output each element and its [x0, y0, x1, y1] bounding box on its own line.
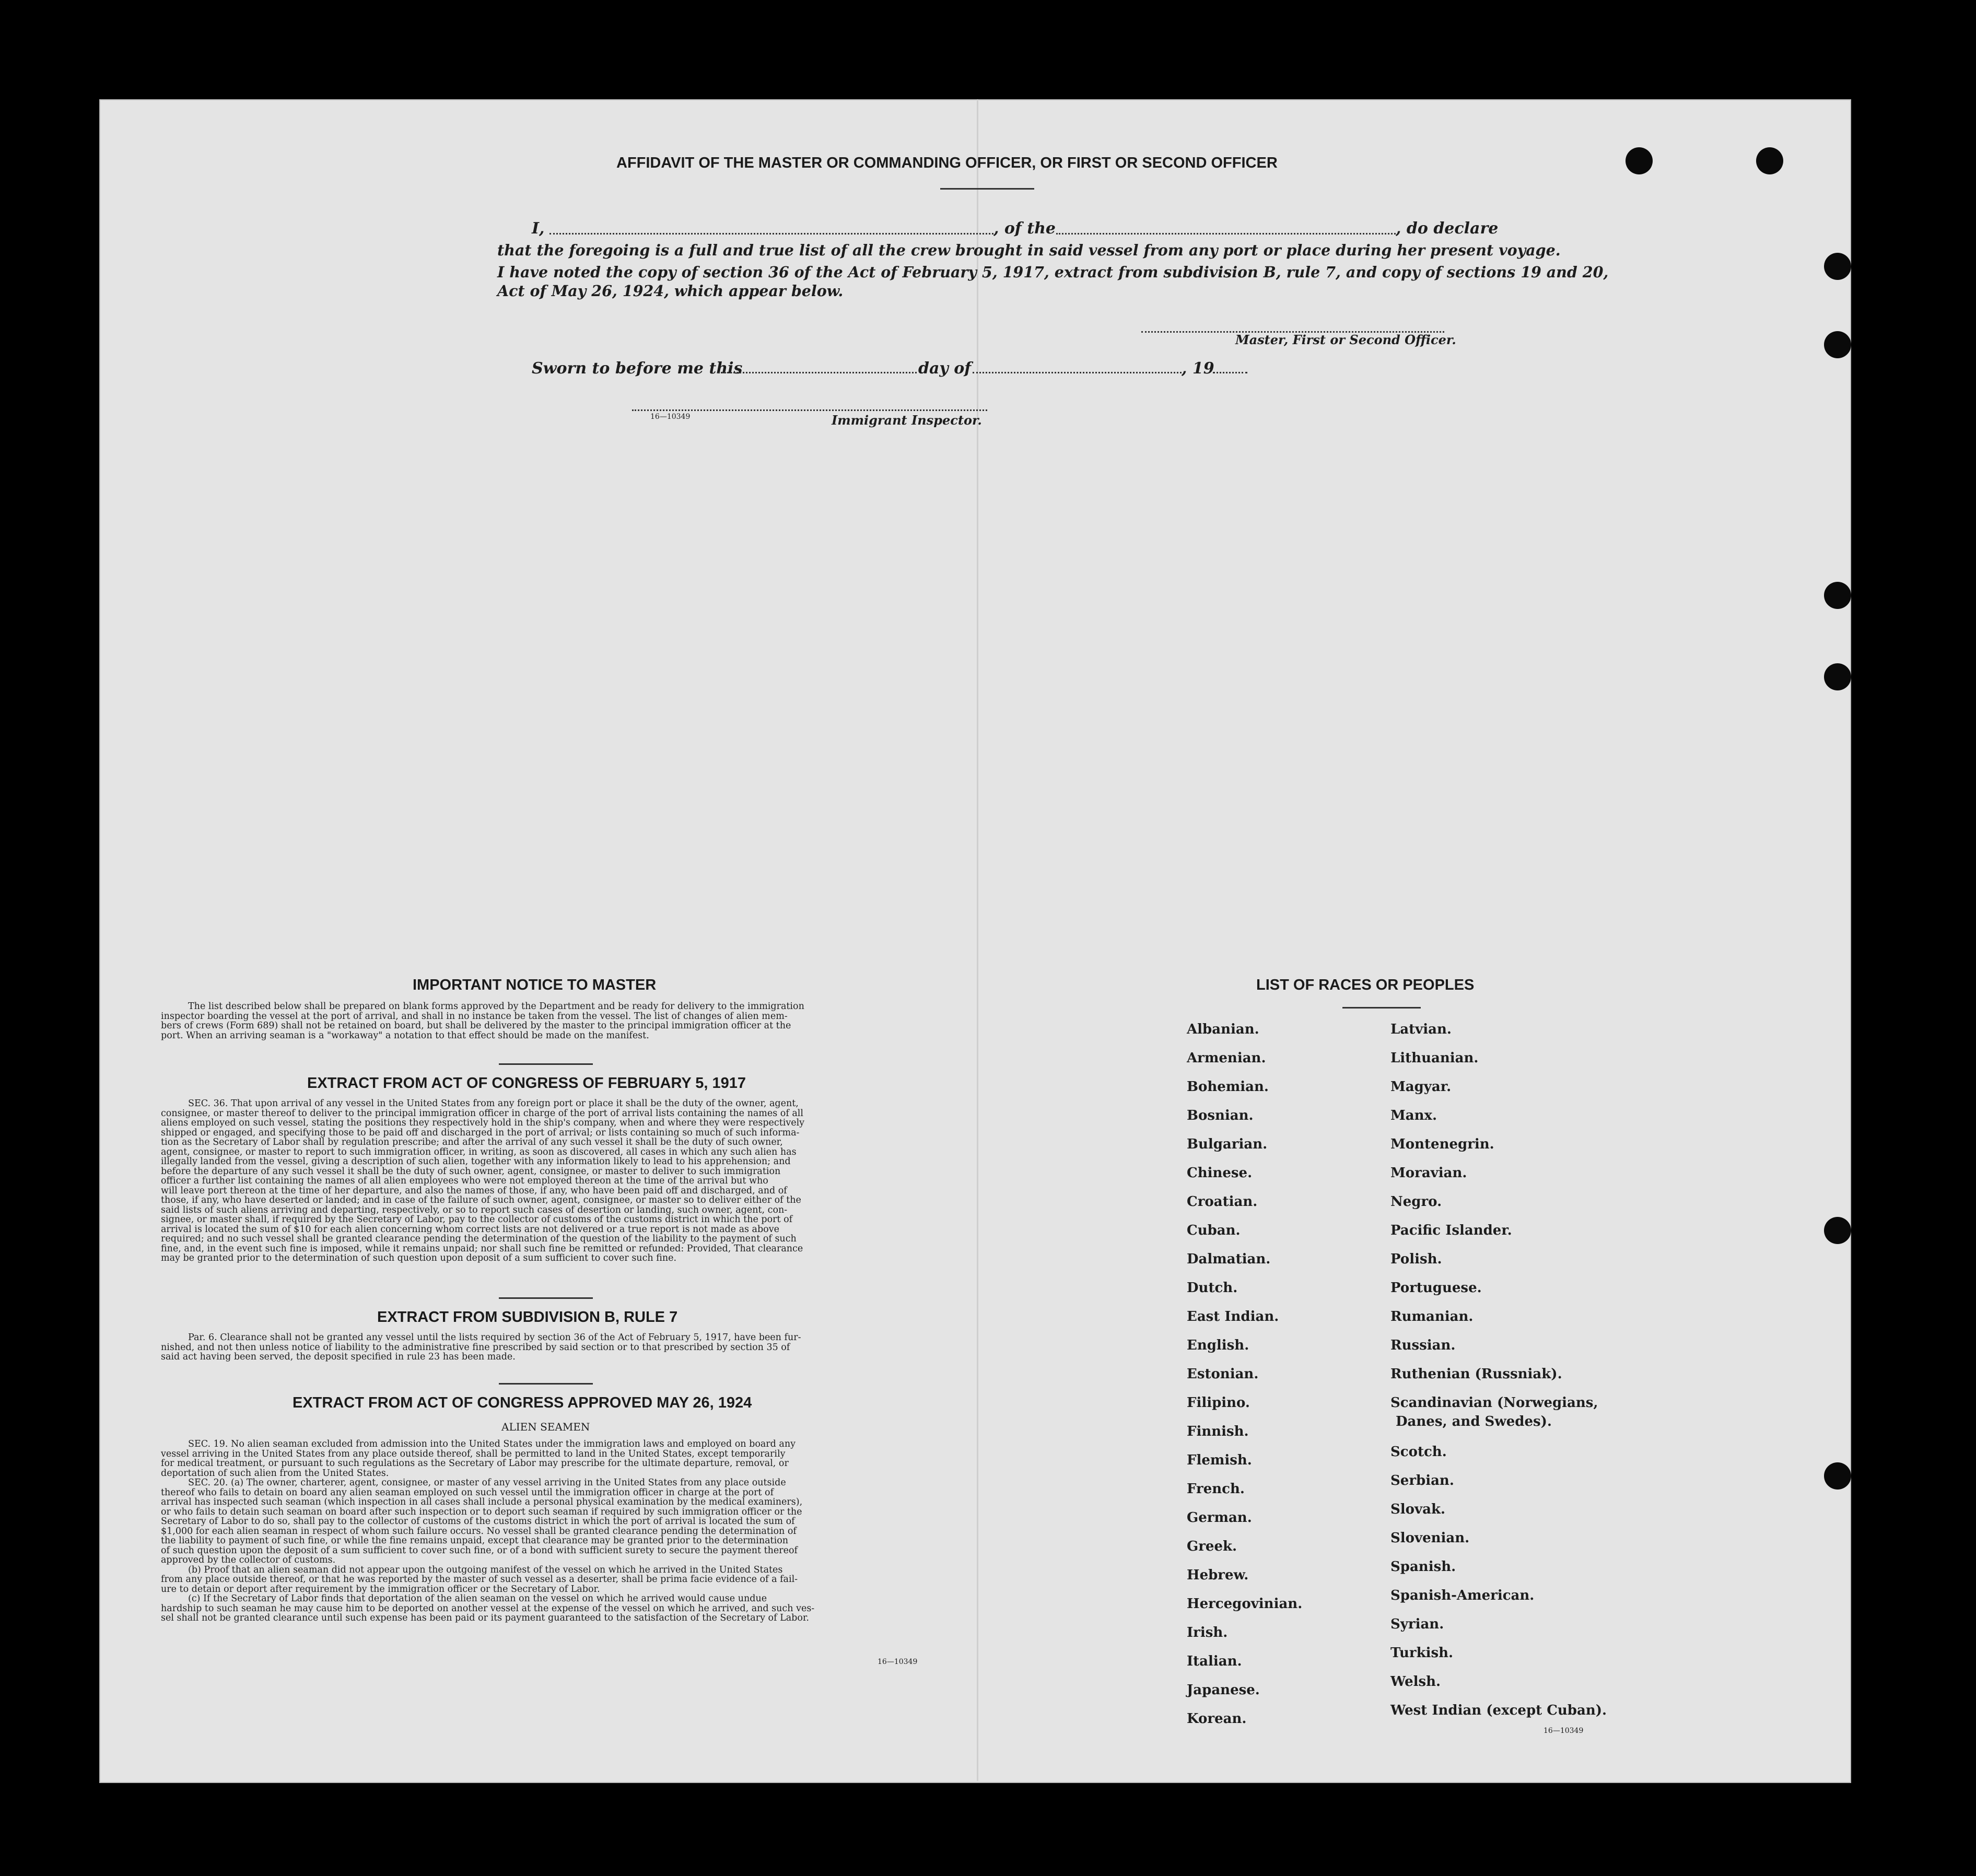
act-1924-title: EXTRACT FROM ACT OF CONGRESS APPROVED MAY 26, 1924 [293, 1394, 752, 1411]
act-1917-text: SEC. 36. That upon arrival of any vessel in the United States from any foreign port or place it shall be the duty of the owner, agent, consignee, or master thereof to deliver to the principal immigration officer in charge of the port of arrival lists containing the names of all aliens employed on such vessel, stating the positions they respectively hold in the ship's company, when and where they were respectively shipped or engaged, and specifying those to be paid off and discharged in the port of arrival; or lists containing so much of such informa- tion as the Secretary of Labor shall by regulation prescribe; and after the arrival of any such vessel it shall be the duty of such owner, agent, consignee, or master to report to such immigration officer, in writing, as soon as discovered, all cases in which any such alien has illegally landed from the vessel, giving a description of such alien, together with any information likely to lead to his apprehension; and before the departure of any such vessel it shall be the duty of such owner, agent, consignee, or master to deliver to such immigration officer a further list containing the names of all alien employees who were not employed thereon at the time of the arrival but who will leave port thereon at the time of her departure, and also the names of those, if any, who have been paid off and discharged, and of those, if any, who have deserted or landed; and in case of the failure of such owner, agent, consignee, or master so to deliver either of the said lists of such aliens arriving and departing, respectively, or so to report such cases of desertion or landing, such owner, agent, con- signee, or master shall, if required by the Secretary of Labor, pay to the collector of customs of the customs district in which the port of arrival is located the sum of $10 for each alien concerning whom correct lists are not delivered or a true report is not made as above required; and no such vessel shall be granted clearance pending the determination of the question of the liability to the payment of such fine, and, in the event such fine is imposed, while it remains unpaid; nor shall such fine be remitted or refunded: Provided, That clearance may be granted prior to the determination of such question upon deposit of a sum sufficient to cover such fine. [161, 1098, 805, 1263]
master-label: Master, First or Second Officer. [1235, 332, 1456, 347]
race-item: Lithuanian. [1390, 1050, 1479, 1066]
punch-hole [1824, 1462, 1851, 1490]
race-item: Cuban. [1187, 1223, 1241, 1238]
race-item: Chinese. [1187, 1165, 1253, 1181]
race-item: Hercegovinian. [1187, 1596, 1303, 1612]
name-line [549, 233, 993, 235]
race-item: Irish. [1187, 1625, 1228, 1640]
race-item: Serbian. [1390, 1473, 1454, 1488]
race-item: Greek. [1187, 1539, 1237, 1554]
punch-hole [1626, 147, 1653, 174]
race-item: Moravian. [1390, 1165, 1467, 1181]
race-item: Ruthenian (Russniak). [1390, 1366, 1562, 1382]
rule7-title: EXTRACT FROM SUBDIVISION B, RULE 7 [377, 1309, 678, 1326]
inspector-label: Immigrant Inspector. [832, 413, 982, 428]
race-item: Portuguese. [1390, 1280, 1482, 1296]
act-1917-title: EXTRACT FROM ACT OF CONGRESS OF FEBRUARY 5, 1917 [307, 1075, 746, 1092]
race-item: Bosnian. [1187, 1108, 1254, 1123]
race-item: Spanish-American. [1390, 1588, 1535, 1603]
vessel-line [1056, 233, 1396, 235]
race-item: Latvian. [1390, 1022, 1452, 1037]
race-item: Estonian. [1187, 1366, 1259, 1382]
race-item: Montenegrin. [1390, 1136, 1494, 1152]
punch-hole [1824, 253, 1851, 280]
races-title-underline [1342, 1007, 1421, 1009]
notice-title: IMPORTANT NOTICE TO MASTER [413, 977, 657, 993]
affidavit-of-the: , of the [993, 219, 1056, 238]
race-item: French. [1187, 1481, 1245, 1497]
race-item: Russian. [1390, 1338, 1456, 1353]
affidavit-line3: I have noted the copy of section 36 of the Act of February 5, 1917, extract from subdivision B, rule 7, and copy of sections 19 and 20, [497, 263, 1609, 281]
race-item: Danes, and Swedes). [1396, 1414, 1552, 1429]
race-item: Japanese. [1187, 1682, 1260, 1698]
page-fold [977, 99, 978, 1781]
race-item: Flemish. [1187, 1452, 1252, 1468]
race-item: Filipino. [1187, 1395, 1250, 1411]
act-1924-form-number: 16—10349 [878, 1658, 918, 1666]
race-item: Bulgarian. [1187, 1136, 1268, 1152]
affidavit-i: I, [532, 219, 545, 238]
race-item: Welsh. [1390, 1674, 1441, 1690]
title-underline [940, 188, 1034, 190]
sworn-month-line [973, 372, 1182, 373]
affidavit-declare: , do declare [1396, 219, 1499, 238]
race-item: Slovak. [1390, 1502, 1446, 1517]
race-item: German. [1187, 1510, 1252, 1526]
race-item: Scotch. [1390, 1444, 1447, 1460]
race-item: Slovenian. [1390, 1530, 1470, 1546]
rule7-text: Par. 6. Clearance shall not be granted any vessel until the lists required by section 36 of the Act of February 5, 1917, have been fur- nished, and not then unless notice of liability to the administrative fine prescribed by said section or to that prescribed by section 35 of said act having been served, the deposit specified in rule 23 has been made. [161, 1332, 801, 1362]
punch-hole [1756, 147, 1783, 174]
race-item: Scandinavian (Norwegians, [1390, 1395, 1598, 1411]
race-item: Italian. [1187, 1654, 1242, 1669]
races-form-number: 16—10349 [1544, 1727, 1584, 1735]
year-line [1213, 372, 1247, 373]
races-title: LIST OF RACES OR PEOPLES [1256, 977, 1475, 993]
notice-text: The list described below shall be prepared on blank forms approved by the Department and be ready for delivery to the immigration inspector boarding the vessel at the port of arrival, and shall in no instance be taken from the vessel. The list of changes of alien mem- bers of crews (Form 689) shall not be retained on board, but shall be delivered by the master to the principal immigration officer at the port. When an arriving seaman is a "workaway" a notation to that effect should be made on the manifest. [161, 1001, 804, 1041]
race-item: Turkish. [1390, 1645, 1454, 1661]
race-item: Syrian. [1390, 1616, 1444, 1632]
race-item: Dutch. [1187, 1280, 1238, 1296]
race-item: East Indian. [1187, 1309, 1279, 1324]
year-text: , 19 [1182, 359, 1214, 378]
race-item: Dalmatian. [1187, 1251, 1271, 1267]
sworn-text: Sworn to before me this [532, 359, 743, 378]
punch-hole [1824, 1217, 1851, 1244]
affidavit-title: AFFIDAVIT OF THE MASTER OR COMMANDING OFFICER, OR FIRST OR SECOND OFFICER [616, 155, 1278, 171]
day-of-text: day of [918, 359, 972, 378]
race-item: Magyar. [1390, 1079, 1452, 1095]
punch-hole [1824, 331, 1851, 358]
section-divider [499, 1297, 593, 1299]
punch-hole [1824, 582, 1851, 609]
punch-hole [1824, 663, 1851, 690]
act-1924-text: SEC. 19. No alien seaman excluded from admission into the United States under the immigration laws and employed on board any vessel arriving in the United States from any place outside thereof, shall be permitted to land in the United States, except temporarily for medical treatment, or pursuant to such regulations as the Secretary of Labor may prescribe for the ultimate departure, removal, or deportation of such alien from the United States. SEC. 20. (a) The owner, charterer, agent, consignee, or master of any vessel arriving in the United States from any place outside thereof who fails to detain on board any alien seaman employed on such vessel until the immigration officer in charge at the port of arrival has inspected such seaman (which inspection in all cases shall include a personal physical examination by the medical examiners), or who fails to detain such seaman on board after such inspection or to deport such seaman if required by such immigration officer or the Secretary of Labor to do so, shall pay to the collector of customs of the customs district in which the port of arrival is located the sum of $1,000 for each alien seaman in respect of whom such failure occurs. No vessel shall be granted clearance pending the determination of the liability to payment of such fine, or while the fine remains unpaid, except that clearance may be granted prior to the determination of such question upon the deposit of a sum sufficient to cover such fine, or of a bond with sufficient surety to secure the payment thereof approved by the collector of customs. (b) Proof that an alien seaman did not appear upon the outgoing manifest of the vessel on which he arrived in the United States from any place outside thereof, or that he was reported by the master of such vessel as a deserter, shall be prima facie evidence of a fail- ure to detain or deport after requirement by the immigration officer or the Secretary of Labor. (c) If the Secretary of Labor finds that deportation of the alien seaman on the vessel on which he arrived would cause undue hardship to such seaman he may cause him to be deported on another vessel at the expense of the vessel on which he arrived, and such ves- sel shall not be granted clearance until such expense has been paid or its payment guaranteed to the satisfaction of the Secretary of Labor. [161, 1439, 815, 1623]
race-item: Bohemian. [1187, 1079, 1269, 1095]
race-item: Hebrew. [1187, 1567, 1249, 1583]
affidavit-line4: Act of May 26, 1924, which appear below. [497, 282, 844, 300]
form-number: 16—10349 [650, 413, 691, 421]
race-item: Negro. [1390, 1194, 1442, 1210]
race-item: Spanish. [1390, 1559, 1456, 1575]
race-item: Finnish. [1187, 1424, 1249, 1439]
affidavit-line2: that the foregoing is a full and true list of all the crew brought in said vessel from any port or place during her present voyage. [497, 241, 1561, 259]
race-item: Manx. [1390, 1108, 1437, 1123]
race-item: Rumanian. [1390, 1309, 1474, 1324]
race-item: Albanian. [1187, 1022, 1259, 1037]
race-item: Polish. [1390, 1251, 1442, 1267]
race-item: West Indian (except Cuban). [1390, 1703, 1607, 1718]
inspector-signature-line [632, 409, 987, 411]
race-item: Croatian. [1187, 1194, 1258, 1210]
sworn-day-line [718, 372, 917, 373]
race-item: Korean. [1187, 1711, 1247, 1727]
section-divider [499, 1063, 593, 1065]
race-item: English. [1187, 1338, 1249, 1353]
act-1924-subtitle: ALIEN SEAMEN [501, 1421, 590, 1433]
race-item: Pacific Islander. [1390, 1223, 1512, 1238]
section-divider [499, 1383, 593, 1385]
race-item: Armenian. [1187, 1050, 1266, 1066]
